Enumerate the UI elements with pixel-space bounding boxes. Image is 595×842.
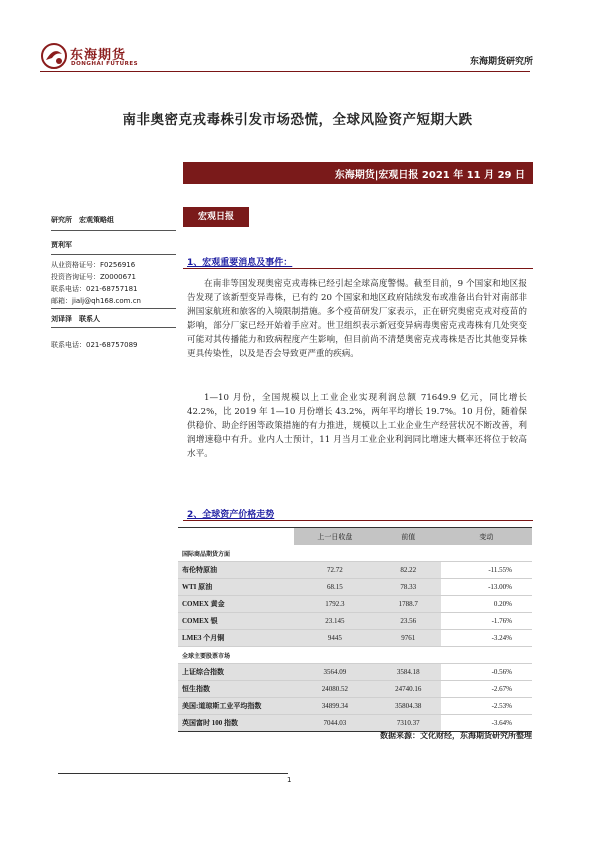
analyst1-email[interactable]: 邮箱：jialj@qh168.com.cn <box>51 297 141 305</box>
table-row <box>178 698 532 715</box>
row-name-cell: LME3 个月铜 <box>178 630 294 647</box>
analyst1-name: 贾利军 <box>51 241 72 249</box>
section1-divider <box>183 268 533 269</box>
row-name-cell: COMEX 黄金 <box>178 596 294 613</box>
row-prev-close-cell <box>294 545 376 562</box>
row-name-cell: 英国富时 100 指数 <box>178 715 294 732</box>
row-prev-close-cell: 34899.34 <box>294 698 376 715</box>
row-previous-cell: 3584.18 <box>376 664 441 681</box>
row-change-cell: -11.55% <box>441 562 532 579</box>
row-prev-close-cell: 7044.03 <box>294 715 376 732</box>
footer-divider <box>58 773 288 774</box>
table-row <box>178 630 532 647</box>
row-previous-cell: 35804.38 <box>376 698 441 715</box>
left-divider <box>51 254 176 255</box>
department-label: 研究所 宏观策略组 <box>51 216 114 224</box>
row-name-cell: WTI 原油 <box>178 579 294 596</box>
row-change-cell: -2.53% <box>441 698 532 715</box>
logo-subtext: DONGHAI FUTURES <box>71 61 139 67</box>
row-name-cell: COMEX 银 <box>178 613 294 630</box>
row-prev-close-cell: 3564.09 <box>294 664 376 681</box>
row-previous-cell <box>376 647 441 664</box>
table-row <box>178 562 532 579</box>
header-cell-previous: 前值 <box>376 528 441 545</box>
analyst1-cert: 从业资格证号：F0256916 <box>51 261 136 269</box>
row-prev-close-cell: 9445 <box>294 630 376 647</box>
left-divider <box>51 327 176 328</box>
report-type-tag: 宏观日报 <box>183 207 249 227</box>
row-change-cell <box>441 647 532 664</box>
table-row <box>178 596 532 613</box>
header-cell-name <box>178 528 294 545</box>
table-row <box>178 664 532 681</box>
row-change-cell: 0.20% <box>441 596 532 613</box>
report-date-bar <box>183 162 533 184</box>
row-name-cell: 美国:道琼斯工业平均指数 <box>178 698 294 715</box>
header-cell-change: 变动 <box>441 528 532 545</box>
company-logo <box>40 40 160 74</box>
header-divider <box>40 71 530 72</box>
analyst1-advisor-cert: 投资咨询证号：Z0000671 <box>51 273 136 281</box>
page-number: 1 <box>287 776 292 784</box>
row-name-cell: 全球主要股票市场 <box>178 647 294 664</box>
row-previous-cell: 82.22 <box>376 562 441 579</box>
row-previous-cell: 78.33 <box>376 579 441 596</box>
row-prev-close-cell: 72.72 <box>294 562 376 579</box>
left-divider <box>51 308 176 309</box>
analyst2-name: 刘译泽 联系人 <box>51 315 100 323</box>
row-previous-cell: 7310.37 <box>376 715 441 732</box>
header-institute: 东海期货研究所 <box>469 57 533 67</box>
table-category-row <box>178 545 532 562</box>
data-source-note: 数据来源：文化财经，东海期货研究所整理 <box>380 730 532 740</box>
row-prev-close-cell: 24080.52 <box>294 681 376 698</box>
section1-title: 1、宏观重要消息及事件： <box>187 258 293 268</box>
row-previous-cell: 1788.7 <box>376 596 441 613</box>
report-title: 南非奥密克戎毒株引发市场恐慌，全球风险资产短期大跌 <box>122 112 473 128</box>
row-prev-close-cell <box>294 647 376 664</box>
table-row <box>178 681 532 698</box>
row-change-cell: -13.00% <box>441 579 532 596</box>
analyst1-phone: 联系电话：021-68757181 <box>51 285 138 293</box>
table-row <box>178 715 532 732</box>
row-previous-cell: 23.56 <box>376 613 441 630</box>
logo-text: 东海期货 <box>70 48 127 63</box>
row-change-cell <box>441 545 532 562</box>
table-row <box>178 579 532 596</box>
header-cell-prev-close: 上一日收盘 <box>294 528 376 545</box>
row-previous-cell <box>376 545 441 562</box>
news-paragraph-1: 在南非等国发现奥密克戎毒株已经引起全球高度警惕。截至目前，9 个国家和地区报告发现了该新型变异毒株，已有约 20 个国家和地区政府陆续发布或准备出台针对南部非洲国家航班和旅客的入境限制措施。多个疫苗研发厂家表示，正在研究奥密克戎对疫苗的影响，部分厂家已经开始着手应对。世卫组织表示新冠变异病毒奥密克戎毒株有几处突变可能对其传播能力和致病程度产生影响，但目前尚不清楚奥密克戎毒株是否比其他变异株更具传染性，以及是否会导致更严重的疾病。 <box>187 279 527 359</box>
report-date-text: 东海期货|宏观日报 2021 年 11 月 29 日 <box>334 170 525 181</box>
row-change-cell: -1.76% <box>441 613 532 630</box>
asset-price-table <box>178 528 532 732</box>
row-change-cell: -2.67% <box>441 681 532 698</box>
row-name-cell: 布伦特原油 <box>178 562 294 579</box>
section2-title: 2、全球资产价格走势 <box>187 510 275 520</box>
table-row <box>178 613 532 630</box>
row-prev-close-cell: 68.15 <box>294 579 376 596</box>
table-category-row <box>178 647 532 664</box>
row-name-cell: 恒生指数 <box>178 681 294 698</box>
analyst2-phone: 联系电话：021-68757089 <box>51 341 138 349</box>
left-divider <box>51 230 176 231</box>
row-name-cell: 上证综合指数 <box>178 664 294 681</box>
row-change-cell: -3.24% <box>441 630 532 647</box>
row-previous-cell: 24740.16 <box>376 681 441 698</box>
table-header-row <box>178 528 532 545</box>
row-previous-cell: 9761 <box>376 630 441 647</box>
section2-divider <box>183 520 533 521</box>
row-prev-close-cell: 1792.3 <box>294 596 376 613</box>
logo-mark-icon <box>40 42 68 70</box>
row-name-cell: 国际商品期货方面 <box>178 545 294 562</box>
row-change-cell: -3.64% <box>441 715 532 732</box>
row-change-cell: -0.56% <box>441 664 532 681</box>
row-prev-close-cell: 23.145 <box>294 613 376 630</box>
news-paragraph-2: 1—10 月份，全国规模以上工业企业实现利润总额 71649.9 亿元，同比增长 42.2%，比 2019 年 1—10 月份增长 43.2%，两年平均增长 19.7%。10 月份，随着保供稳价、助企纾困等政策措施的有力推进，规模以上工业企业生产经营状况不断改善，利润增速稳中有升。业内人士预计，11 月当月工业企业利润同比增速大概率还将位于较高水平。 <box>187 393 527 459</box>
